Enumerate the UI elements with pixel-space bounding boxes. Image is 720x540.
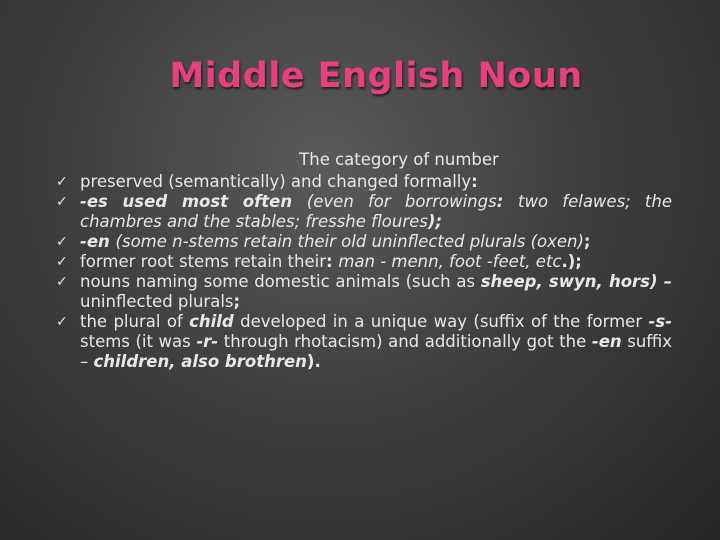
bullet-text: ;: [233, 292, 241, 311]
bullet-text: :: [496, 192, 519, 211]
bullet-text: .);: [561, 252, 582, 271]
bullet-item: [56, 272, 672, 312]
bullet-text: nouns naming some domestic animals (such as: [80, 272, 481, 291]
bullet-text: );: [427, 212, 443, 231]
bullet-text: two felawes; the chambres and the stables; fresshe floures: [80, 192, 673, 231]
bullet-text: preserved (semantically) and changed formally: [80, 172, 472, 191]
bullet-text: :: [471, 172, 478, 191]
bullet-text: child: [189, 312, 234, 331]
bullet-item: [56, 232, 672, 252]
bullet-item: [56, 252, 672, 272]
bullet-text: :: [326, 252, 339, 271]
bullet-text: -en: [80, 232, 116, 251]
bullet-text: stems (it was: [80, 332, 197, 351]
bullet-text: ;: [583, 232, 591, 251]
bullet-text: ).: [306, 352, 321, 371]
bullet-list: [56, 172, 672, 372]
bullet-text: -es used most often: [80, 192, 307, 211]
slide-title: Middle English Noun: [169, 56, 583, 96]
bullet-text: -r-: [196, 332, 219, 351]
bullet-text: uninflected plurals: [80, 292, 234, 311]
bullet-text: former root stems retain their: [80, 252, 326, 271]
bullet-text: through rhotacism) and additionally got the: [218, 332, 592, 351]
bullet-item: [56, 192, 672, 232]
bullet-text: the plural of: [80, 312, 190, 331]
bullet-text: children, also brothren: [93, 352, 307, 371]
check-icon: ✓: [56, 314, 68, 330]
bullet-item: [56, 312, 672, 372]
bullet-text: developed in a unique way (suffix of the former: [233, 312, 649, 331]
bullet-text: man - menn, foot -feet, etc: [338, 252, 562, 271]
bullet-text: -en: [591, 332, 622, 351]
check-icon: ✓: [56, 274, 68, 290]
check-icon: ✓: [56, 254, 68, 270]
slide-subtitle: The category of number: [299, 150, 499, 169]
bullet-text: -s-: [648, 312, 672, 331]
bullet-text: (some n-stems retain their old uninflected plurals (oxen): [115, 232, 584, 251]
bullet-item: [56, 172, 672, 192]
bullet-text: suffix –: [80, 332, 673, 371]
bullet-text: sheep, swyn, hors) –: [480, 272, 672, 291]
check-icon: ✓: [56, 194, 68, 210]
check-icon: ✓: [56, 234, 68, 250]
bullet-text: (even for borrowings: [306, 192, 497, 211]
check-icon: ✓: [56, 174, 68, 190]
slide-content: [56, 150, 672, 372]
